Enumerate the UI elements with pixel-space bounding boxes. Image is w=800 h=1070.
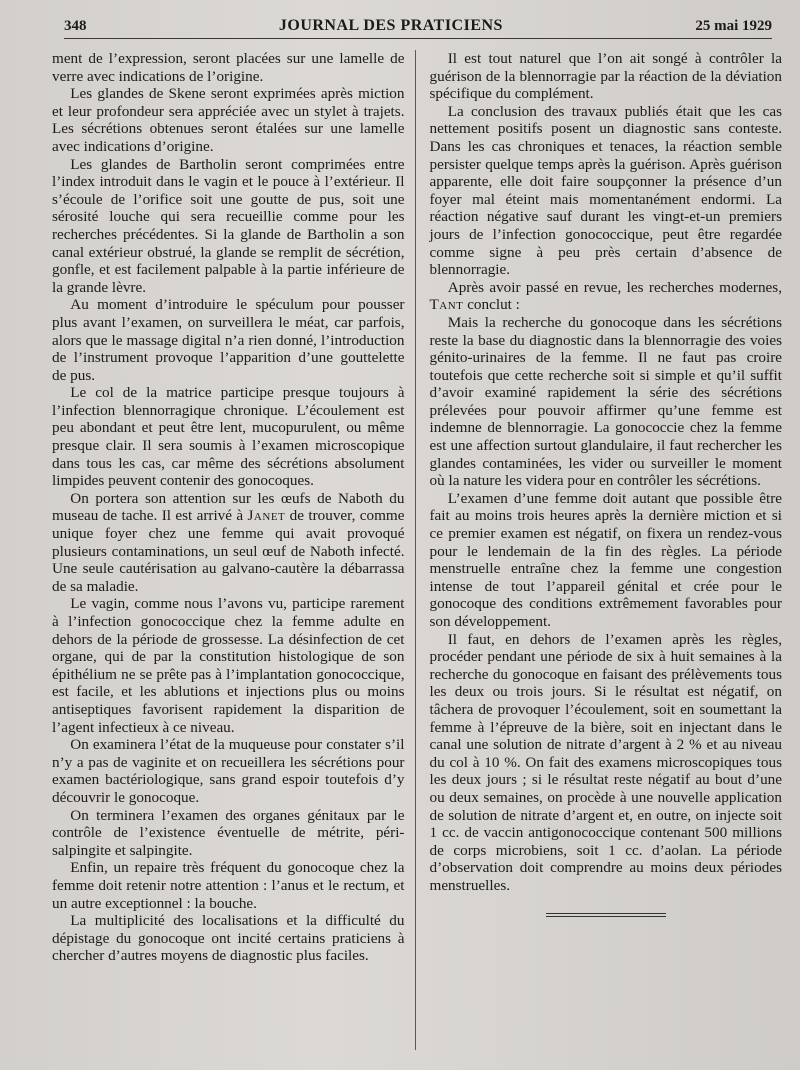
- paragraph: Mais la recherche du gonocoque dans les sécrétions reste la base du diagnostic dans la blennorragie des voies génito-urinaires de la femme. Il ne faut pas croire toutefois que cette recherche soit si simple et qu’il suffit d’avoir examiné rapidement la série des sécrétions prélevées pour pouvoir affirmer qu’une femme est indemne de blennorragie. La gonococcie chez la femme est une affection surtout glandulaire, il faut rechercher les glandes contaminées, les vider ou surveiller le moment où la nature les videra pour en contrôler les sécrétions.: [429, 313, 782, 490]
- left-column: [52, 50, 416, 1050]
- paragraph: Il est tout naturel que l’on ait songé à contrôler la guérison de la blennorragie par la réaction de la déviation spécifique du complément.: [429, 50, 782, 103]
- paragraph: On examinera l’état de la muqueuse pour constater s’il n’y a pas de vaginite et on recueillera les sécrétions pour examen bactériologique, sans grand espoir toutefois d’y découvrir le gonocoque.: [52, 736, 405, 806]
- text-run: conclut :: [463, 296, 520, 314]
- text-run: Après avoir passé en revue, les recherches modernes,: [447, 278, 782, 296]
- paragraph: Enfin, un repaire très fréquent du gonocoque chez la femme doit retenir notre attention : l’anus et le rectum, et un autre exceptionnel : la bouche.: [52, 859, 405, 912]
- paragraph: [430, 279, 783, 314]
- paragraph: Les glandes de Skene seront exprimées après miction et leur profondeur sera appréciée avec un stylet à trajets. Les sécrétions obtenues seront étalées sur une lamelle avec indications d’origine.: [52, 85, 405, 155]
- paragraph: ment de l’expression, seront placées sur une lamelle de verre avec indications de l’origine.: [52, 50, 405, 85]
- paragraph: L’examen d’une femme doit autant que possible être fait au moins trois heures après la dernière miction et si ce premier examen est négatif, on fixera un rendez-vous pour le lendemain de la fin des règles. La période menstruelle entraîne chez la femme une congestion intense de tout l’appareil génital et crée pour le gonocoque des conditions extrêmement favorables pour son développement.: [429, 489, 782, 630]
- paragraph: Le col de la matrice participe presque toujours à l’infection blennorragique chronique. L’écoulement est peu abondant et peut être lent, mucopurulent, ou même presque clair. Il sera soumis à l’examen microscopique dans tous les cas, car même des sécrétions absolument limpides peuvent contenir des gonocoques.: [52, 384, 405, 490]
- paragraph: Au moment d’introduire le spéculum pour pousser plus avant l’examen, on surveillera le méat, car parfois, alors que le massage digital n’a rien donné, l’introduction de l’instrument provoque l’apparition d’une gouttelette de pus.: [52, 296, 405, 384]
- author-name: Tant: [429, 296, 464, 314]
- page-number: 348: [64, 17, 87, 34]
- running-header: [64, 14, 772, 39]
- text-run: de trouver, comme unique foyer chez une femme qui avait provoqué plusieurs contaminations, un seul œuf de Naboth infecté. Une seule cautérisation au galvano-cautère la débarrassa de sa maladie.: [52, 507, 405, 595]
- paragraph: La multiplicité des localisations et la difficulté du dépistage du gonocoque ont incité certains praticiens à chercher d’autres moyens de diagnostic plus faciles.: [52, 912, 405, 965]
- author-name: Janet: [247, 507, 286, 525]
- paragraph: Le vagin, comme nous l’avons vu, participe rarement à l’infection gonococcique chez la femme adulte en dehors de la période de grossesse. La désinfection de cet organe, qui de par la constitution histologique de son épithélium ne se prête pas à l’implantation gonococcique, est facile, et les ablutions et injections plus ou moins antiseptiques favorisent rapidement la disparition de l’agent infectieux à ce niveau.: [52, 595, 405, 736]
- right-column: [426, 50, 783, 1050]
- issue-date: 25 mai 1929: [695, 17, 772, 34]
- text-run: On portera son attention sur les œufs de Naboth du museau de tache. Il est arrivé à: [52, 489, 405, 525]
- paragraph: La conclusion des travaux publiés était que les cas nettement positifs posent un diagnostic sans conteste. Dans les cas chroniques et tenaces, la réaction semble persister quelque temps après la guérison. Après guérison apparente, elle doit faire soupçonner la présence d’un foyer mal éteint mais momentanément endormi. La réaction négative sauf durant les vingt-et-un premiers jours de l’infection gonococcique, peut être regardée comme signe à peu près certain d’absence de blennorragie.: [429, 102, 782, 279]
- paragraph: [52, 490, 405, 596]
- paragraph: Les glandes de Bartholin seront comprimées entre l’index introduit dans le vagin et le pouce à l’extérieur. Il s’écoule de l’orifice soit une goutte de pus, soit une sérosité louche qui sera recueillie comme pour les recherches précédentes. Si la glande de Bartholin a son canal extérieur obstrué, la glande se remplit de sécrétion, gonfle, et est facilement palpable à la partie inférieure de la grande lèvre.: [52, 155, 405, 296]
- paragraph: Il faut, en dehors de l’examen après les règles, procéder pendant une période de six à huit semaines à la recherche du gonocoque en faisant des prélèvements tous les deux ou trois jours. Si le résultat est négatif, on tâchera de provoquer l’écoulement, soit en soumettant la femme à l’épreuve de la bière, soit en injectant dans le canal une solution de nitrate d’argent à 2 % et au niveau du col à 10 %. On fait des examens microscopiques tous les deux jours ; si le résultat reste négatif au bout d’une ou deux semaines, on procède à une nouvelle application de solution de nitrate d’argent et, en outre, on injecte soit 1 cc. de vaccin antigonococcique contenant 500 millions de corps microbiens, soit 1 cc. d’aolan. La période d’observation doit comprendre au moins deux périodes menstruelles.: [429, 630, 782, 894]
- text-columns: [52, 50, 782, 1050]
- paragraph: On terminera l’examen des organes génitaux par le contrôle de l’existence éventuelle de métrite, péri-salpingite et salpingite.: [52, 806, 405, 859]
- journal-title: JOURNAL DES PRATICIENS: [278, 17, 503, 34]
- section-end-rule: [546, 913, 666, 917]
